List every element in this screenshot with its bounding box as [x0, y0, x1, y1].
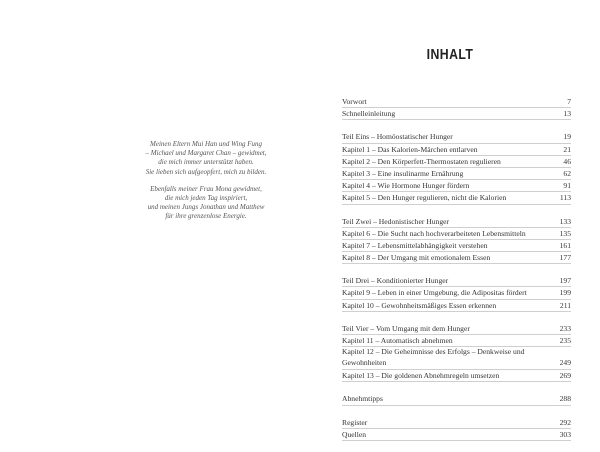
- toc-entry: [342, 417, 571, 429]
- toc-part-entry: [342, 131, 571, 143]
- toc-entry-label: Kapitel 5 – Den Hunger regulieren, nicht die Kalorien: [342, 193, 507, 203]
- dedication-paragraph: [122, 185, 290, 222]
- toc-group: [342, 96, 571, 120]
- toc-entry-label: Kapitel 13 – Die goldenen Abnehmregeln umsetzen: [342, 371, 500, 381]
- toc-entry-label: Teil Drei – Konditionierter Hunger: [342, 276, 449, 286]
- toc-entry: [342, 156, 571, 168]
- toc-entry-page-number: 161: [559, 240, 571, 250]
- toc-entry: [342, 347, 571, 370]
- table-of-contents: [342, 96, 571, 452]
- toc-entry-page-number: 177: [559, 253, 571, 263]
- toc-entry-page-number: 7: [567, 97, 571, 106]
- toc-entry-page-number: 13: [563, 109, 571, 119]
- toc-entry: [342, 335, 571, 347]
- toc-entry-page-number: 269: [559, 371, 571, 381]
- toc-entry-page-number: 235: [559, 336, 571, 345]
- dedication-line: und meinen Jungs Jonathan und Matthew: [147, 203, 265, 212]
- toc-entry: [342, 300, 571, 312]
- toc-entry-label: Kapitel 4 – Wie Hormone Hunger fördern: [342, 181, 470, 191]
- toc-entry-page-number: 19: [563, 132, 571, 142]
- toc-entry: [342, 393, 571, 405]
- toc-entry-label: Kapitel 1 – Das Kalorien-Märchen entlarven: [342, 144, 478, 154]
- toc-entry-page-number: 197: [559, 276, 571, 286]
- toc-entry-page-number: 249: [559, 358, 571, 368]
- toc-part-entry: [342, 323, 571, 335]
- toc-entry-label: Teil Vier – Vom Umgang mit dem Hunger: [342, 323, 470, 333]
- dedication-line: Sie lieben sich aufgeopfert, mich zu bilden.: [145, 167, 267, 176]
- toc-entry: [342, 240, 571, 252]
- toc-entry-page-number: 292: [559, 417, 571, 427]
- right-page: [300, 0, 600, 445]
- toc-entry: [342, 228, 571, 240]
- toc-entry-page-number: 211: [559, 300, 571, 310]
- dedication-line: – Michael und Margaret Chan – gewidmet,: [145, 149, 267, 158]
- toc-entry-page-number: 233: [559, 323, 571, 333]
- toc-entry-page-number: 113: [559, 193, 571, 203]
- toc-group: [342, 131, 571, 204]
- toc-entry-page-number: 91: [563, 181, 571, 191]
- toc-entry: [342, 180, 571, 192]
- toc-entry-label: Register: [342, 417, 368, 427]
- toc-entry: [342, 96, 571, 108]
- toc-entry-label: Kapitel 3 – Eine insulinarme Ernährung: [342, 168, 464, 178]
- toc-entry: [342, 370, 571, 382]
- toc-entry-label: Schnelleinleitung: [342, 109, 396, 119]
- toc-entry-label: Abnehmtipps: [342, 394, 383, 404]
- toc-group: [342, 393, 571, 405]
- toc-entry-page-number: 46: [563, 156, 571, 166]
- toc-entry-label: Vorwort: [342, 97, 367, 106]
- dedication-line: Meinen Eltern Mui Han und Wing Fung: [150, 140, 262, 148]
- toc-entry: [342, 429, 571, 441]
- dedication-line: für ihre grenzenlose Energie.: [165, 212, 247, 221]
- toc-entry-label: Kapitel 12 – Die Geheimnisse des Erfolgs – Denkweise und Gewohnheiten: [342, 347, 525, 367]
- toc-part-entry: [342, 216, 571, 228]
- toc-group: [342, 275, 571, 312]
- dedication-paragraph: [122, 140, 290, 177]
- toc-entry: [342, 287, 571, 299]
- toc-entry: [342, 168, 571, 180]
- toc-entry-label: Kapitel 10 – Gewohnheitsmäßiges Essen erkennen: [342, 300, 497, 310]
- toc-entry: [342, 252, 571, 264]
- toc-group: [342, 323, 571, 383]
- toc-entry-page-number: 288: [559, 394, 571, 404]
- dedication-line: die mich immer unterstützt haben.: [158, 158, 254, 167]
- toc-entry-page-number: 199: [559, 288, 571, 298]
- toc-entry-label: Kapitel 7 – Lebensmittelabhängigkeit verstehen: [342, 240, 488, 250]
- toc-entry-page-number: 135: [559, 228, 571, 238]
- toc-entry-label: Kapitel 8 – Der Umgang mit emotionalem Essen: [342, 253, 491, 263]
- toc-entry-label: Kapitel 2 – Den Körperfett-Thermostaten regulieren: [342, 156, 501, 166]
- toc-entry-page-number: 303: [559, 429, 571, 439]
- dedication-line: Ebenfalls meiner Frau Mona gewidmet,: [150, 184, 262, 193]
- toc-title: INHALT: [426, 46, 474, 63]
- toc-entry-page-number: 133: [559, 216, 571, 226]
- toc-entry-label: Kapitel 6 – Die Sucht nach hochverarbeiteten Lebensmitteln: [342, 228, 526, 238]
- toc-entry-page-number: 21: [563, 144, 571, 154]
- toc-entry-page-number: 62: [563, 168, 571, 178]
- toc-group: [342, 417, 571, 441]
- toc-part-entry: [342, 275, 571, 287]
- toc-entry-label: Teil Eins – Homöostatischer Hunger: [342, 132, 453, 142]
- toc-entry-label: Kapitel 11 – Automatisch abnehmen: [342, 336, 453, 345]
- toc-entry: [342, 192, 571, 204]
- left-page: [0, 0, 300, 445]
- toc-entry-label: Kapitel 9 – Leben in einer Umgebung, die Adipositas fördert: [342, 288, 527, 298]
- toc-entry: [342, 108, 571, 120]
- toc-entry-label: Teil Zwei – Hedonistischer Hunger: [342, 216, 450, 226]
- dedication: [122, 140, 290, 230]
- toc-group: [342, 216, 571, 265]
- dedication-line: die mich jeden Tag inspiriert,: [164, 194, 248, 203]
- toc-entry: [342, 144, 571, 156]
- toc-entry-label: Quellen: [342, 429, 367, 439]
